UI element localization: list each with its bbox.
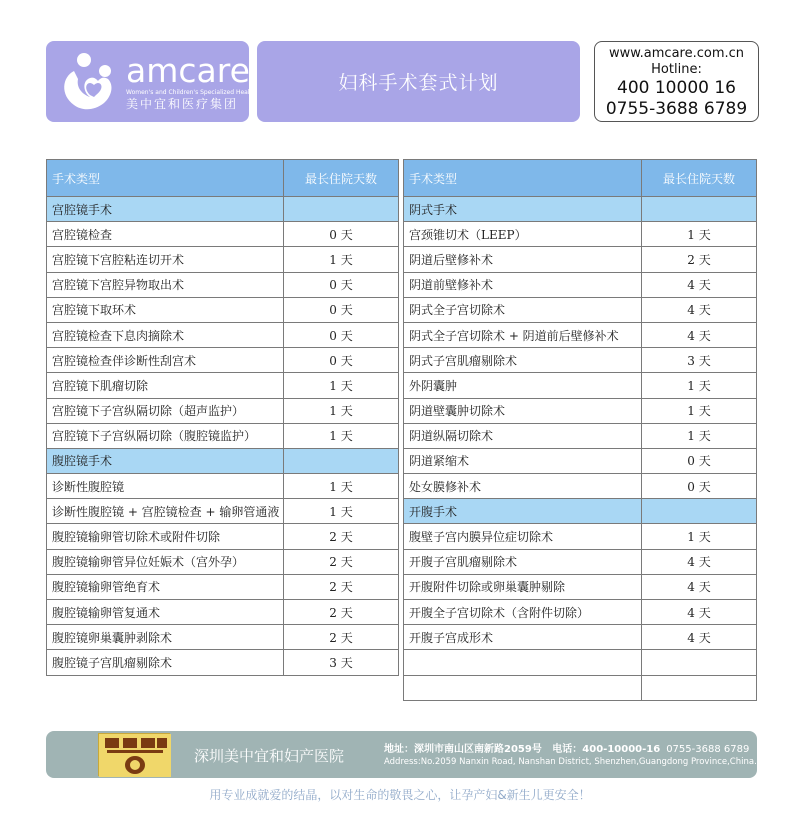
table-row — [47, 398, 399, 423]
surgery-name: 开腹全子宫切除术（含附件切除） — [404, 600, 642, 625]
table-row — [404, 247, 757, 272]
footer-phone: 电话：400-10000-16 — [552, 744, 661, 755]
table-row — [47, 574, 399, 599]
surgery-name: 诊断性腹腔镜 — [47, 474, 284, 499]
stay-days: 0 天 — [284, 322, 399, 347]
stay-days: 1 天 — [284, 423, 399, 448]
stay-days: 2 天 — [284, 549, 399, 574]
stay-days: 4 天 — [642, 549, 757, 574]
website-url[interactable]: www.amcare.com.cn — [608, 46, 745, 61]
surgery-name: 宫腔镜下取环术 — [47, 297, 284, 322]
page-title-text: 妇科手术套式计划 — [338, 72, 499, 94]
section-row — [404, 499, 757, 524]
table-row-empty — [404, 675, 757, 700]
surgery-name: 腹腔镜子宫肌瘤剔除术 — [47, 650, 284, 675]
surgery-name: 阴道后壁修补术 — [404, 247, 642, 272]
surgery-name: 腹壁子宫内膜异位症切除术 — [404, 524, 642, 549]
stay-days: 0 天 — [642, 474, 757, 499]
surgery-name: 开腹附件切除或卵巢囊肿剔除 — [404, 574, 642, 599]
footer-phone-2: 0755-3688 6789 — [666, 744, 750, 755]
stay-days: 1 天 — [284, 499, 399, 524]
surgery-name — [404, 675, 642, 700]
stay-days: 2 天 — [284, 574, 399, 599]
mother-child-heart-icon — [60, 51, 120, 113]
stay-days: 1 天 — [284, 474, 399, 499]
address-cn: 地址：深圳市南山区南新路2059号 — [384, 744, 542, 755]
table-row — [404, 625, 757, 650]
brand-name: amcare — [126, 51, 250, 90]
stay-days: 0 天 — [284, 348, 399, 373]
table-row — [404, 600, 757, 625]
stay-days: 3 天 — [642, 348, 757, 373]
hospital-logo — [98, 733, 170, 776]
column-header-days: 最长住院天数 — [284, 160, 399, 197]
table-row — [47, 600, 399, 625]
surgery-name — [404, 650, 642, 675]
surgery-name: 腹腔镜输卵管切除术或附件切除 — [47, 524, 284, 549]
hotline-number: 400 10000 16 — [617, 78, 736, 98]
section-title: 阴式手术 — [404, 197, 642, 222]
table-row — [404, 448, 757, 473]
column-header-type: 手术类型 — [47, 160, 284, 197]
surgery-name: 宫腔镜下宫腔异物取出术 — [47, 272, 284, 297]
stay-days: 2 天 — [284, 625, 399, 650]
stay-days: 1 天 — [284, 398, 399, 423]
stay-days: 1 天 — [284, 247, 399, 272]
stay-days: 0 天 — [284, 297, 399, 322]
stay-days: 4 天 — [642, 600, 757, 625]
stay-days: 1 天 — [642, 423, 757, 448]
table-row — [47, 373, 399, 398]
table-row — [404, 549, 757, 574]
hospital-emblem-icon — [99, 734, 171, 777]
table-row — [404, 348, 757, 373]
surgery-name: 阴道前壁修补术 — [404, 272, 642, 297]
contact-box — [594, 41, 759, 122]
column-header-days: 最长住院天数 — [642, 160, 757, 197]
table-row-empty — [404, 650, 757, 675]
stay-days: 4 天 — [642, 272, 757, 297]
section-title: 腹腔镜手术 — [47, 448, 284, 473]
table-row — [47, 272, 399, 297]
slogan: 用专业成就爱的结晶，以对生命的敬畏之心，让孕产妇&新生儿更安全！ — [209, 788, 591, 802]
address-en: Address:No.2059 Nanxin Road, Nanshan District, Shenzhen,Guangdong Province,China. — [384, 757, 757, 767]
table-row — [47, 322, 399, 347]
surgery-name: 宫颈锥切术（LEEP） — [404, 222, 642, 247]
table-row — [404, 423, 757, 448]
table-row — [404, 474, 757, 499]
stay-days: 1 天 — [642, 398, 757, 423]
table-row — [47, 524, 399, 549]
table-row — [404, 272, 757, 297]
column-header-type: 手术类型 — [404, 160, 642, 197]
stay-days: 4 天 — [642, 625, 757, 650]
surgery-name: 阴道紧缩术 — [404, 448, 642, 473]
surgery-name: 阴式全子宫切除术 + 阴道前后壁修补术 — [404, 322, 642, 347]
table-row — [47, 549, 399, 574]
surgery-name: 宫腔镜检查伴诊断性刮宫术 — [47, 348, 284, 373]
table-row — [404, 524, 757, 549]
surgery-name: 外阴囊肿 — [404, 373, 642, 398]
table-row — [404, 322, 757, 347]
section-row — [47, 197, 399, 222]
surgery-name: 处女膜修补术 — [404, 474, 642, 499]
surgery-name: 宫腔镜检查下息肉摘除术 — [47, 322, 284, 347]
surgery-name: 宫腔镜下肌瘤切除 — [47, 373, 284, 398]
surgery-name: 腹腔镜卵巢囊肿剥除术 — [47, 625, 284, 650]
surgery-name: 阴式全子宫切除术 — [404, 297, 642, 322]
stay-days: 1 天 — [284, 373, 399, 398]
stay-days: 4 天 — [642, 322, 757, 347]
surgery-name: 开腹子宫肌瘤剔除术 — [404, 549, 642, 574]
surgery-name: 腹腔镜输卵管异位妊娠术（宫外孕） — [47, 549, 284, 574]
table-row — [47, 625, 399, 650]
stay-days: 1 天 — [642, 524, 757, 549]
surgery-name: 诊断性腹腔镜 + 宫腔镜检查 + 输卵管通液 — [47, 499, 284, 524]
surgery-name: 开腹子宫成形术 — [404, 625, 642, 650]
stay-days: 2 天 — [642, 247, 757, 272]
section-title: 宫腔镜手术 — [47, 197, 284, 222]
amcare-logo — [46, 41, 256, 122]
right-surgery-table — [403, 159, 757, 701]
hotline-label: Hotline: — [651, 62, 702, 77]
table-row — [47, 474, 399, 499]
table-row — [404, 574, 757, 599]
stay-days: 4 天 — [642, 574, 757, 599]
table-row — [47, 348, 399, 373]
phone-number: 0755-3688 6789 — [605, 99, 748, 119]
stay-days: 0 天 — [642, 448, 757, 473]
table-row — [47, 247, 399, 272]
table-row — [404, 297, 757, 322]
table-header-row — [47, 160, 399, 197]
stay-days: 0 天 — [284, 222, 399, 247]
surgery-name: 腹腔镜输卵管复通术 — [47, 600, 284, 625]
stay-days — [642, 675, 757, 700]
page-title — [257, 41, 580, 122]
table-row — [47, 423, 399, 448]
stay-days: 2 天 — [284, 600, 399, 625]
stay-days: 0 天 — [284, 272, 399, 297]
surgery-name: 宫腔镜下子宫纵隔切除（超声监护） — [47, 398, 284, 423]
surgery-name: 阴道纵隔切除术 — [404, 423, 642, 448]
table-row — [47, 222, 399, 247]
hospital-name: 深圳美中宜和妇产医院 — [194, 747, 345, 765]
brand-subtitle: Women's and Children's Specialized Health — [126, 89, 256, 96]
stay-days: 2 天 — [284, 524, 399, 549]
table-row — [404, 398, 757, 423]
table-row — [404, 373, 757, 398]
address-line-cn — [384, 740, 749, 755]
section-row — [47, 448, 399, 473]
surgery-name: 宫腔镜检查 — [47, 222, 284, 247]
stay-days: 1 天 — [642, 222, 757, 247]
surgery-name: 阴道壁囊肿切除术 — [404, 398, 642, 423]
table-row — [404, 222, 757, 247]
surgery-name: 阴式子宫肌瘤剔除术 — [404, 348, 642, 373]
surgery-name: 腹腔镜输卵管绝育术 — [47, 574, 284, 599]
table-row — [47, 297, 399, 322]
table-row — [47, 650, 399, 675]
stay-days: 3 天 — [284, 650, 399, 675]
section-title: 开腹手术 — [404, 499, 642, 524]
stay-days: 1 天 — [642, 373, 757, 398]
brand-chinese: 美中宜和医疗集团 — [126, 97, 239, 111]
left-surgery-table — [46, 159, 399, 676]
footer-bar — [46, 731, 757, 778]
surgery-name: 宫腔镜下子宫纵隔切除（腹腔镜监护） — [47, 423, 284, 448]
stay-days: 4 天 — [642, 297, 757, 322]
stay-days — [642, 650, 757, 675]
surgery-name: 宫腔镜下宫腔粘连切开术 — [47, 247, 284, 272]
table-row — [47, 499, 399, 524]
table-header-row — [404, 160, 757, 197]
section-row — [404, 197, 757, 222]
